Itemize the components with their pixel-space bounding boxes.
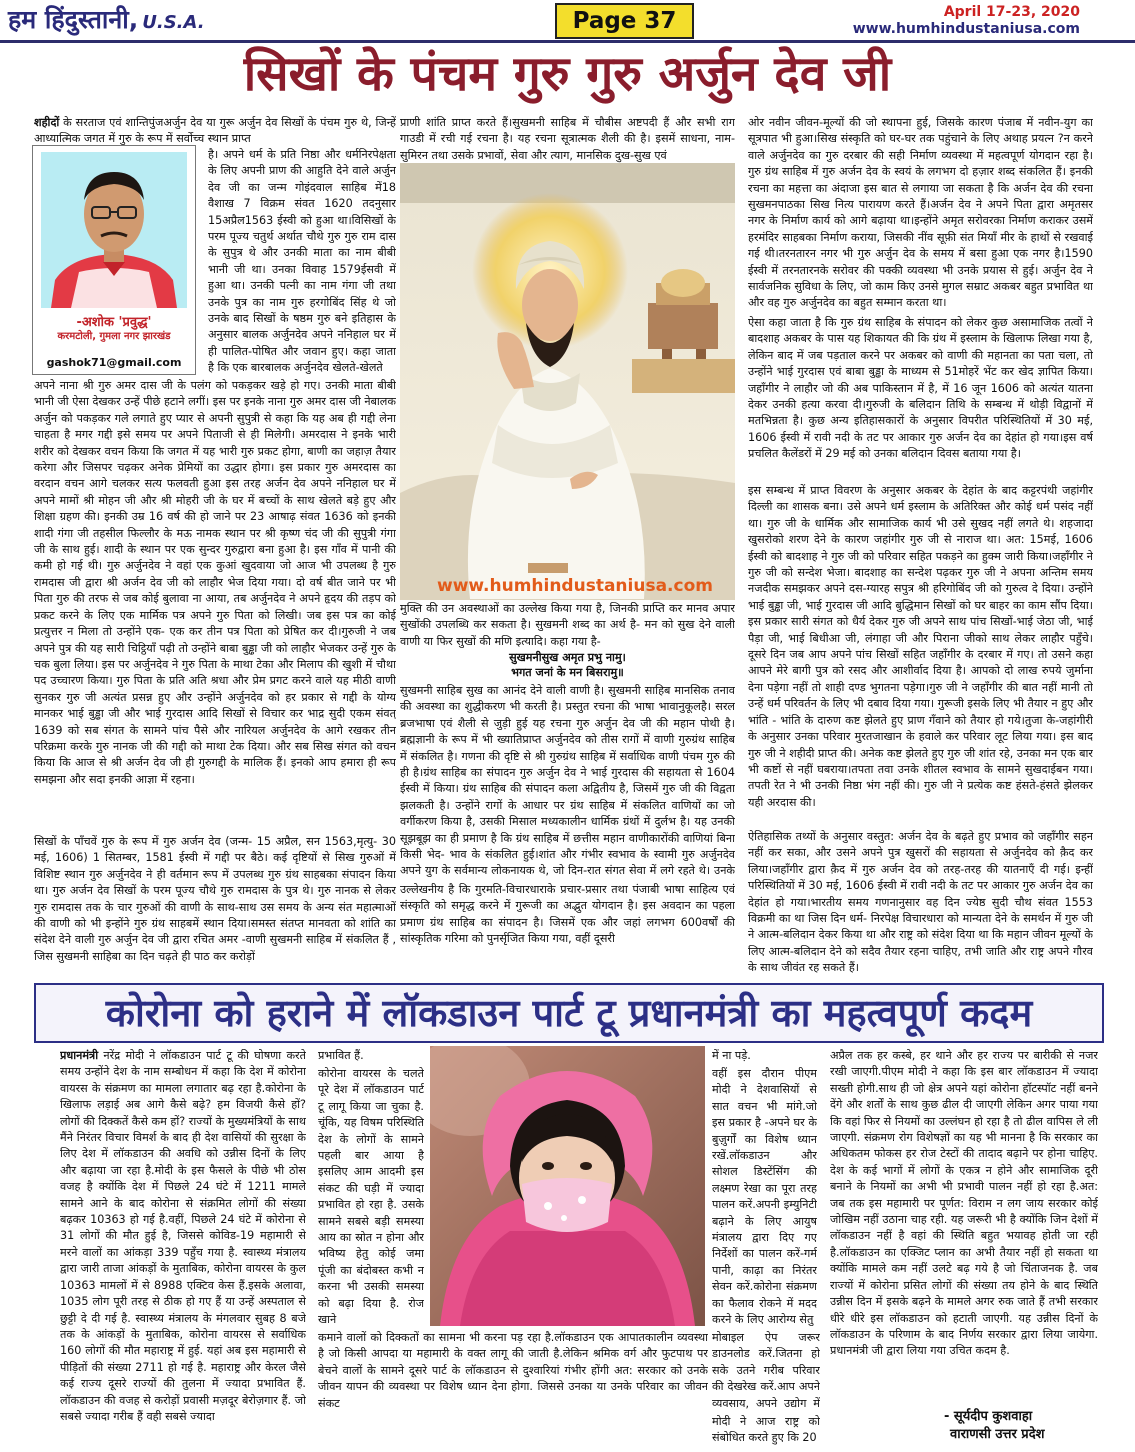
verse-line-1: सुखमनीसुख अमृत प्रभु नामु।: [509, 651, 626, 664]
article2-signature-name: - सूर्यदीप कुशवाहा: [944, 1409, 1033, 1424]
guru-painting: [400, 163, 735, 600]
article2-headline: कोरोना को हराने में लॉकडाउन पार्ट टू प्रधानमंत्री का महत्वपूर्ण कदम: [105, 991, 1033, 1035]
article2-col2-narrow: कोरोना वायरस के चलते पूरे देश में लॉकडाउन पार्ट टू लागू किया जा चुका है. चूंकि, यह विषम परिस्थिति देश के लोगों के सामने पहली बार आया है इसलिए आम आदमी इस संकट की घड़ी में ज्यादा प्रभावित हो रहा है. उसके सामने सबसे बड़ी समस्या आय का स्रोत न होना और भविष्य हेतु कोई जमा पूंजी का बंदोबस्त कभी न करना भी उसकी समस्या को बढ़ा दिया है. रोज खाने: [318, 1067, 424, 1327]
masthead-usa: U.S.A.: [142, 12, 205, 33]
page-header: [0, 0, 1135, 43]
author-photo-box: [32, 145, 196, 375]
author-place: करमटोली, गुमला नगर झारखंड: [57, 331, 171, 342]
article1-col1-beside-photo: है। अपने धर्म के प्रति निष्ठा और धर्मनिरपेक्षता के लिए अपनी प्राण की आहुति देने वाले अर्जुन देव जी का जन्म गोइंदवाल साहिब में18 वैशाख 7 विक्रम संवत 1620 तदनुसार 15अप्रैल1563 ईस्वी को हुआ था।विसिखों के परम पूज्य चतुर्थ अर्थात चौथे गुरु गुरु राम दास के सुपुत्र थे और उनकी माता का नाम बीबी भानी जी था। उनका विवाह 1579ईसवी में हुआ था। उनकी पत्नी का नाम गंगा जी तथा उनके पुत्र का नाम गुरु हरगोबिंद सिंह थे जो उनके बाद सिखों के षष्ठम गुरु बने इतिहास के अनुसार बालक अर्जुनदेव अपने ननिहाल घर में ही पालित-पोषित और जवान हुए। कहा जाता है कि एक बारबालक अर्जुनदेव खेलते-खेलते: [208, 148, 396, 375]
article1-headline: सिखों के पंचम गुरु गुरु अर्जुन देव जी: [243, 46, 892, 102]
lead-word: शहीदों: [34, 116, 60, 129]
verse-line-2: भगत जनां के मन बिसरामु॥: [511, 666, 624, 679]
article2-col1-text: नरेंद्र मोदी ने लॉकडाउन पार्ट टू की घोषणा करते समय उन्होंने देश के नाम सम्बोधन में कहा कि देश में कोरोना वायरस के संक्रमण का मामला लगातार बढ़ रहा है.कोरोना के खिलाफ लड़ाई अब आगे कैसे बढ़े? हम विजयी कैसे हों? लोगों की दिक्कतें कैसे कम हों? राज्यों के मुख्यमंत्रियों के साथ मैंने निरंतर विचार विमर्श के बाद ही देश वासियों की सुरक्षा के लिए देश में लॉकडाउन की अवधि को उन्नीस दिनों के लिए और बढ़ाया जा रहा है.मोदी के इस फैसले के पीछे भी ठोस वजह है क्योंकि देश में पिछले 24 घंटे में 1211 मामले सामने आने के बाद कोरोना से संक्रमित लोगों की संख्या बढ़कर 10363 हो गई है.वहीं, पिछले 24 घंटे में कोरोना से 31 लोगों की मौत हुई है, जिससे कोविड-19 महामारी से मरने वालों का आंकड़ा 339 पहुँच गया है. स्वास्थ्य मंत्रालय द्वारा जारी ताजा आंकड़ों के मुताबिक, कोरोना वायरस के कुल 10363 मामलों में से 8988 एक्टिव केस हैं.इसके अलावा, 1035 लोग पूरी तरह से ठीक हो गए हैं या उन्हें अस्पताल से छुट्टी दे दी गई है. स्वास्थ्य मंत्रालय के मंगलवार सुबह 8 बजे तक के आंकड़ों के मुताबिक, कोरोना वायरस से सर्वाधिक 160 लोगों की मौत महाराष्ट्र में हुई. यहां अब इस महामारी से पीड़ितों की संख्या 2711 हो गई है. महाराष्ट्र और केरल जैसे कई राज्य दूसरे राज्यों की तुलना में ज्यादा प्रभावित हैं. लॉकडाउन की वजह से करोड़ों प्रवासी मज़दूर बेरोज़गार हैं. जो सबसे ज्यादा गरीब हैं वही सबसे ज्यादा: [60, 1049, 306, 1423]
article2-col3-last: मोदी ने आज राष्ट्र को संबोधित करते हुए कि 20: [712, 1415, 820, 1445]
article1-col3-p4: ऐतिहासिक तथ्यों के अनुसार वस्तुत: अर्जन देव के बढ़ते हुए प्रभाव को जहाँगीर सहन नहीं कर सका, और उसने अपने पुत्र खुसरों की सहायता से अर्जुनदेव को क़ैद कर लिया।जहाँगीर द्वारा क़ैद में गुरु अर्जन देव को तरह-तरह की यातनाएँ दी गई। इन्हीं परिस्थितियों में 30 मई, 1606 ईस्वी में रावी नदी के तट पर आकार गुरु अर्जन देव का देहांत हो गया।भारतीय समय गणनानुसार वह दिन ज्येष्ठ सुदी चौथ संवत 1553 विक्रमी का था जिस दिन धर्म- निरपेक्ष विचारधारा को मान्यता देने के समर्थन में गुरु जी ने आत्म-बलिदान देकर किया था और राष्ट्र को संदेश दिया था कि महान जीवन मूल्यों के लिए आत्म-बलिदान देने को सदैव तैयार रहना चाहिए, तभी जाति और राष्ट्र अपने गौरव के साथ जीवंत रह सकते हैं।: [748, 830, 1093, 975]
article2-col3-narrow: वहीं इस दौरान पीएम मोदी ने देशवासियों से सात वचन भी मांगे.जो इस प्रकार है -अपने घर के बुज़ुर्गों का विशेष ध्यान रखें.लॉकडाउन और सोशल डिस्टेंसिंग की लक्ष्मण रेखा का पूरा तरह पालन करें.अपनी इम्युनिटी बढ़ाने के लिए आयुष मंत्रालय द्वारा दिए गए निर्देशों का पालन करें-गर्म पानी, काढ़ा का निरंतर सेवन करें.कोरोना संक्रमण का फैलाव रोकने में मदद करने के लिए आरोग्य सेतु: [712, 1067, 817, 1327]
author-name: -अशोक 'प्रवुद्ध': [76, 315, 152, 330]
article1-col2-para2: उल्लेखनीय है कि गुरमति-विचारधाराके प्रचार-प्रसार तथा पंजाबी भाषा साहित्य एवं संस्कृति को समृद्ध करने में गुरूजी का अद्भुत योगदान है। इस अवदान का पहला प्रमाण ग्रंथ साहिब का संपादन है। जिसमें एक और जहां लगभग 600वर्षों की सांस्कृतिक गरिमा को पुनर्सृजित किया गया, वहीं दूसरी: [400, 883, 735, 946]
article2-col1: [60, 1048, 306, 1444]
article2-col2-top: प्रभावित हैं.: [318, 1049, 364, 1062]
author-photo: [41, 152, 187, 308]
article1-col2-top: प्राणी शांति प्राप्त करते हैं।सुखमनी साहिब में चौबीस अष्टपदी हैं और सभी राग गाउडी में रची गई रचना है। यह रचना सूत्रात्मक शैली की है। इसमें साधना, नाम-सुमिरन तथा उसके प्रभावों, सेवा और त्याग, मानसिक दुख-सुख एवं: [400, 116, 735, 162]
article1-col2-bottom: सुखमनी साहिब सुख का आनंद देने वाली वाणी है। सुखमनी साहिब मानसिक तनाव की अवस्था का शुद्धीकरण भी करती है। प्रस्तुत रचना की भाषा भावानुकूलहै। सरल ब्रजभाषा एवं शैली से जुड़ी हुई यह रचना गुरु अर्जुन देव जी की महान पोथी है।ब्रह्मज्ञानी के रूप में भी ख्यातिप्राप्त अर्जुनदेव को तीस रागों में वाणी गुरुग्रंथ साहिब में संकलित है। गणना की दृष्टि से श्री गुरुग्रंथ साहिब में सर्वाधिक वाणी पंचम गुरु की ही है।ग्रंथ साहिब का संपादन गुरु अर्जुन देव ने भाई गुरदास की सहायता से 1604 ईस्वी में किया। ग्रंथ साहिब की संपादन कला अद्वितीय है, जिसमें गुरु जी की विद्वता झलकती है। उन्होंने रागों के आधार पर ग्रंथ साहिब में संकलित वाणियों का जो वर्गीकरण किया है, उसकी मिसाल मध्यकालीन धार्मिक ग्रंथों में दुर्लभ है। यह उनकी सूझबूझ का ही प्रमाण है कि ग्रंथ साहिब में छत्तीस महान वाणीकारोंकी वाणियां बिना किसी भेद- भाव के संकलित हुई।शांत और गंभीर स्वभाव के स्वामी गुरु अर्जुनदेव अपने युग के सर्वमान्य लोकनायक थे, जो दिन-रात संगत सेवा में लगे रहते थे। उनके: [400, 684, 735, 878]
article1-col2-mid: मुक्ति की उन अवस्थाओं का उल्लेख किया गया है, जिनकी प्राप्ति कर मानव अपार सुखोंकी उपलब्धि कर सकता है। सुखमनी शब्द का अर्थ है- मन को सुख देने वाली वाणी या फिर सुखों की मणि इत्यादि। कहा गया है-: [400, 602, 735, 648]
lead-word: प्रधानमंत्री: [60, 1049, 99, 1062]
page-number-box: [555, 3, 694, 39]
author-email[interactable]: gashok71@gmail.com: [46, 356, 182, 369]
article1-col3-p2: ऐसा कहा जाता है कि गुरु ग्रंथ साहिब के संपादन को लेकर कुछ असामाजिक तत्वों ने बादशाह अकबर के पास यह शिकायत की कि ग्रंथ में इस्लाम के खिलाफ लिखा गया है, लेकिन बाद में जब पड़ताल करने पर अकबर को वाणी की महानता का पता चला, तो उन्होंने भाई गुरदास एवं बाबा बुड्ढा के माध्यम से 51मोहरें भेंट कर खेद ज्ञापित किया। जहाँगीर ने लाहौर जो की अब पाकिस्तान में है, में 16 जून 1606 को अत्यंत यातना देकर उनकी हत्या करवा दी।गुरुजी के बलिदान तिथि के सम्बन्ध में थोड़ी विद्वानों में मतभिन्नता है। कुछ अन्य इतिहासकारों के अनुसार विपरीत परिस्थितियों में 30 मई, 1606 ईस्वी में रावी नदी के तट पर आकार गुरु अर्जन देव का देहांत हो गया।इस वर्ष प्रचलित कैलेंडरों में 29 मई को उनका बलिदान दिवस बताया गया है।: [748, 316, 1093, 461]
masthead-title: हम हिंदुस्तानी,: [8, 5, 139, 34]
website-link[interactable]: www.humhindustaniusa.com: [852, 21, 1080, 37]
child-mask-photo: [430, 1046, 705, 1326]
article1-col3-p3: इस सम्बन्ध में प्राप्त विवरण के अनुसार अकबर के देहांत के बाद कट्टरपंथी जहांगीर दिल्ली का शासक बना। उसे अपने धर्म इस्लाम के अतिरिक्त और कोई धर्म पसंद नहीं था। गुरु जी के धार्मिक और सामाजिक कार्य भी उसे सुखद नहीं लगते थे। शहजादा खुसरोको शरण देने के कारण जहांगीर गुरु जी से नाराज था। अत: 15मई, 1606 ईस्वी को बादशाह ने गुरु जी को परिवार सहित पकड़ने का हुक्म जारी किया।जहाँगीर ने गुरु जी को सन्देश भेजा। बादशाह का सन्देश पढ़कर गुरु जी ने अपना अन्तिम समय नजदीक समझकर अपने दस-ग्यारह सपुत्र श्री हरिगोबिंद जी को गुरुत्व दे दिया। उन्होंने भाई बुड्ढा जी, भाई गुरदास जी आदि बुद्धिमान सिखों को घर बाहर का काम सौंप दिया। इस प्रकार सारी संगत को धैर्य देकर गुरु जी अपने साथ पांच सिखों-भाई जेठा जी, भाई पैड़ा जी, भाई बिधीआ जी, लंगाहा जी और पिराना जीको साथ लेकर लाहौर पहुँचे। दूसरे दिन जब आप अपने पांच सिखों सहित जहाँगीर के दरबार में गए। तो उसने कहा आपने मेरे बागी पुत्र को रसद और आशीर्वाद दिया है। आपको दो लाख रुपये जुर्माना देना पड़ेगा नहीं तो शाही दण्ड भुगतना पड़ेगा।गुरु जी ने जहाँगीर की बात नहीं मानी तो उन्हें धर्म परिवर्तन के लिए भी दबाव दिया गया। गुरूजी इसके लिए भी तैयार न हुए और भांति - भांति के दारुण कष्ट झेलते हुए प्राण गँवाने को तैयार हो गये।तुजा के-जहांगीरी के अनुसार उनका परिवार मुरतजाखान के हवाले कर परिवार लूट लिया गया। इस बाद गुरु जी ने शहीदी प्राप्त की। अनेक कष्ट झेलते हुए गुरु जी शांत रहे, उनका मन एक बार भी कष्टों से नहीं घबराया।तपता तवा उनके शीतल स्वभाव के सामने सुखदाईबन गया। तपती रेत ने भी उनकी निष्ठा भंग नहीं की। गुरु जी ने प्रत्येक कष्ट हंसते-हंसते झेलकर यही अरदास की।: [748, 484, 1093, 809]
page-number: Page 37: [572, 8, 677, 34]
article1-intro-text: के सरताज एवं शान्तिपुंजअर्जुन देव या गुरू अर्जुन देव सिखों के पंचम गुरु थे, जिन्हें आध्यात्मिक जगत में गुरु के रूप में सर्वोच्च स्थान प्राप्त: [34, 116, 396, 146]
article1-intro: [34, 115, 396, 147]
article1-col1-body: अपने नाना श्री गुरु अमर दास जी के पलंग को पकड़कर खड़े हो गए। उनकी माता बीबी भानी जी ऐसा देखकर उन्हें पीछे हटाने लगीं। इस पर इनके नाना गुरु अमर दास जी नेबालक अर्जुन को पकड़कर गले लगाते हुए प्यार से अपनी सुपुत्री से कहा कि यह अब ही गद्दी लेना चाहता है मगर गद्दी इसे समय पर अपने पिताजी से ही मिलेगी। अमरदास ने इनके भारी शरीर को देखकर वचन किया कि जगत में यह भारी गुरु प्रकट होगा, बाणी का जहाज़ तैयार करेगा और जिसपर चढ़कर अनेक प्रेमियों का उद्धार होगा। इस प्रकार गुरु अमरदास का वरदान वचन आगे चलकर सत्य फलवती हुआ इस तरह अर्जन देव अपने ननिहाल घर में अपने मामों श्री मोहन जी और श्री मोहरी जी के घर में बच्चों के साथ खेलते बड़े हुए और शिक्षा ग्रहण की। इनकी उम्र 16 वर्ष की हो जाने पर 23 आषाढ़ संवत 1636 को इनकी शादी गंगा जी तहसील फिल्लौर के मऊ नामक स्थान पर श्री कृष्ण चंद जी की सुपुत्री गंगा जी के साथ हुई। शादी के स्थान पर एक सुन्दर गुरुद्वारा बना हुआ है। इस गाँव में पानी की कमी हो गई थी। गुरु अर्जुनदेव ने वहां एक कुआं खुदवाया जो आज भी उपलब्ध है गुरु रामदास जी द्वारा श्री अर्जन देव जी को लाहौर भेज दिया गया। दो वर्ष बीत जाने पर भी पिता गुरु की तरफ से जब कोई बुलावा ना आया, तब अर्जुनदेव ने अपने हृदय की तड़प को प्रकट करने के लिए एक मार्मिक पत्र अपने गुरु पिता को लिखी। जब इस पत्र का कोई प्रत्युत्तर न मिला तो उन्होंने एक- एक कर तीन पत्र पिता को प्रेषित कर दी।गुरुजी ने जब अपने पुत्र की यह सारी चिट्ठियाँ पढ़ी तो उन्होंने बाबा बुड्ढा जी को लाहौर भेजकर उन्हें गुरु के चक बुला लिया। इस पर अर्जुनदेव ने गुरु पिता के माथा टेका और मिलाप की खुशी में चौथा पद उच्चारण किया। गुरु पिता के प्रति अति श्रधा और प्रेम प्रगट करने वाले यह मीठी वाणी सुनकर गुरु जी अत्यंत प्रसन्न हुए और उन्होंने अर्जुनदेव को हर प्रकार से गद्दी के योग्य मानकर भाई बुड्ढा जी और भाई गुरदास आदि सिखों से विचार कर भाद्र सुदी एकम संवत् 1639 को सब संगत के सामने पांच पैसे और नारियल अर्जुनदेव के आगे रखकर तीन परिक्रमा करके गुरु नानक जी की गद्दी को माथा टेक दिया। और सब सिख संगत को वचन किया कि आज से श्री अर्जन देव जी ही गुरुगद्दी के मालिक हैं। इनको आप हमारा ही रूप समझना और सदा इनकी आज्ञा में रहना।: [34, 379, 396, 786]
article1-col3-p1: ओर नवीन जीवन-मूल्यों की जो स्थापना हुई, जिसके कारण पंजाब में नवीन-युग का सूत्रपात भी हुआ।सिख संस्कृति को घर-घर तक पहुंचाने के लिए अथाह प्रयत्न ?न करने वाले अर्जुनदेव का गुरु दरबार की सही निर्माण व्यवस्था में महत्वपूर्ण योगदान रहा है। गुरु ग्रंथ साहिब में गुरु अर्जन देव के स्वयं के लगभग दो हज़ार शब्द संकलित हैं। इनकी रचना का महत्ता का अंदाजा इस बात से लगाया जा सकता है कि अर्जन देव की रचना सुखमनपाठका सिख नित्य पारायण करते हैं।अर्जन देव ने अपने पिता द्वारा अमृतसर नगर के निर्माण कार्य को आगे बढ़ाया था।इन्होंने अमृत सरोवरका निर्माण कराकर उसमें हरमंदिर साहबका निर्माण कराया, जिसकी नींव सूफ़ी संत मियाँ मीर के हाथों से रखवाई गई थी।तरनतारन नगर भी गुरु अर्जुन देव के समय में बसा हुआ एक नगर है।1590 ईस्वी में तरनतारनके सरोवर की पक्की व्यवस्था भी उनके प्रयास से हुई। अर्जुन देव ने सार्वजनिक सुविधा के लिए, जो काम किए उनसे मुगल सम्राट अकबर बहुत प्रभावित था और वह गुरु अर्जुनदेव का बहुत सम्मान करता था।: [748, 116, 1093, 310]
masthead: [8, 2, 205, 36]
article2-banner: [34, 983, 1104, 1043]
issue-date: April 17-23, 2020: [943, 4, 1080, 20]
watermark: www.humhindustaniusa.com: [437, 576, 713, 596]
article2-signature-place: वाराणसी उत्तर प्रदेश: [950, 1427, 1045, 1442]
article2-col4: अप्रैल तक हर कस्बे, हर थाने और हर राज्य पर बारीकी से नजर रखी जाएगी.पीएम मोदी ने कहा कि इस बार लॉकडाउन में ज्यादा सख्ती होगी.साथ ही जो क्षेत्र अपने यहां कोरोना हॉटस्पॉट नहीं बनने देंगे और शर्तों के साथ कुछ ढील दी जाएगी लेकिन अगर पाया गया कि वहां फिर से नियमों का उल्लंघन हो रहा है तो ढील वापिस ले ली जाएगी. संक्रमण रोग विशेषज्ञों का यह भी मानना है कि सरकार का अधिकतम फोकस हर रोज टेस्टों की तादाद बढ़ाने पर होना चाहिए. देश के कई भागों में लोगों के एकत्र न होने और सामाजिक दूरी बनाने के नियमों का अभी भी प्रभावी पालन नहीं हो रहा है.अत: जब तक इस महामारी पर पूर्णत: विराम न लग जाय सरकार कोई जोखिम नहीं उठाना चाह रही. यह जरूरी भी है क्योंकि जिन देशों में लॉकडाउन नहीं है वहां की स्थिति बहुत भयावह होती जा रही है.लॉकडाउन का एक्जिट प्लान का अभी तैयार नहीं हो सकता था क्योंकि मामले कम नहीं उलटे बढ़ गये है जो चिंताजनक है. जब राज्यों में कोरोना प्रसित लोगों की संख्या तय होने के बाद स्थिति उन्नीस दिन में इसके बढ़ने के मामले अगर रुक जाते हैं तभी सरकार धीरे धीरे इस लॉकडाउन को हटाती जाएगी. यह उन्नीस दिनों के लॉकडाउन के परिणाम के बाद निर्णय सरकार द्वारा लिया जायेगा. प्रधानमंत्री जी द्वारा लिया गया उचित कदम है.: [830, 1049, 1098, 1358]
article2-col3-top: में ना पड़े.: [712, 1049, 751, 1062]
article2-wide-para: कमाने वालों को दिक्कतों का सामना भी करना पड़ रहा है.लॉकडाउन एक आपातकालीन व्यवस्था है जो किसी आपदा या महामारी के वक्त लागू की जाती है.लेकिन श्रमिक वर्ग और फुटपाथ पर बेचने वालों के सामने दूसरे पार्ट के लॉकडाउन से दुश्वारियां गंभीर होंगी अत: सरकार को उनके जीवन यापन की व्यवस्था पर विशेष ध्यान देना होगा. जिससे उनका या उनके परिवार का जीवन संकट: [318, 1331, 708, 1410]
article1-col1-para2: सिखों के पाँचवें गुरु के रूप में गुरु अर्जन देव (जन्म- 15 अप्रैल, सन 1563,मृत्यु- 30 मई, 1606) 1 सितम्बर, 1581 ईस्वी में गद्दी पर बैठे। कई दृष्टियों से सिख गुरुओं में विशिष्ट स्थान गुरु अर्जुनदेव ने ही वर्तमान रूप में उपलब्ध गुरु ग्रंथ साहबका संपादन किया था। गुरु अर्जन देव सिखों के परम पूज्य चौथे गुरु रामदास के पुत्र थे। गुरु नानक से लेकर गुरु रामदास तक के चार गुरुओं की वाणी के साथ-साथ उस समय के अन्य संत महात्माओं की वाणी को भी इन्होंने गुरु ग्रंथ साहबमें स्थान दिया।समस्त संतप्त मानवता को शांति का संदेश देने वाली गुरु अर्जुन देव जी द्वारा रचित अमर -वाणी सुखमनी साहिब में संकलित हैं , जिस सुखमनी साहिबा का दिन चढ़ते ही पाठ कर करोड़ों: [34, 835, 396, 963]
article2-col3-wide: मोबाइल ऐप जरूर डाउनलोड करें.जितना हो सके उतने गरीब परिवार की देखरेख करें.आप अपने व्यवसाय, अपने उद्योग में: [712, 1331, 820, 1410]
